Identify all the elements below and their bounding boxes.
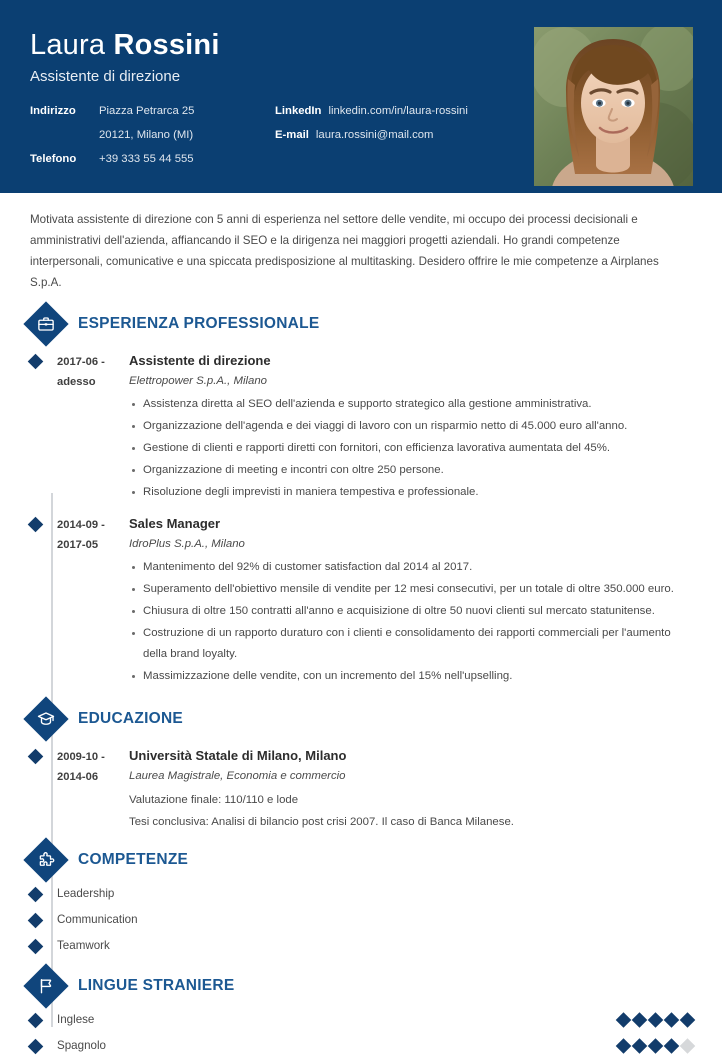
experience-entry [0,351,722,504]
summary-paragraph: Motivata assistente di direzione con 5 anni di esperienza nel settore delle vendite, mi occupo dei processi decisionali e amministrativi dell'azienda, affiancando il SEO e la dirigenza nei maggiori progetti aziendali. Ho grandi competenze interpersonali, comunicative e una spiccata predisposizione al multitasking. Desidero offrire le mie competenze a Airplanes S.p.A. [30,213,659,289]
list-item: Gestione di clienti e rapporti diretti con fornitori, con efficienza lavorativa aumentata del 45%. [129,438,692,459]
entry-role: Sales Manager [129,516,221,531]
education-entry [0,746,722,833]
section-icon-badge-languages [23,963,68,1008]
entry-date-to: adesso [57,376,96,388]
list-item: Superamento dell'obiettivo mensile di vendite per 12 mesi consecutivi, per un totale di oltre 350.000 euro. [129,579,692,600]
contact-value-phone: +39 333 55 44 555 [99,153,194,165]
list-item: Mantenimento del 92% di customer satisfaction dal 2014 al 2017. [129,557,692,578]
entry-date-to: 2017-05 [57,539,99,551]
contact-row-email[interactable] [275,128,468,143]
language-label: Spagnolo [57,1039,106,1052]
timeline-marker [28,1012,44,1028]
entry-date-to: 2014-06 [57,771,99,783]
section-icon-badge-skills [23,837,68,882]
entry-company: IdroPlus S.p.A., Milano [129,538,245,550]
contact-value-email[interactable]: laura.rossini@mail.com [315,129,434,141]
section-icon-badge-education [23,696,68,741]
rating-pip-empty [680,1038,696,1054]
rating-pip-filled [616,1012,632,1028]
section-title-education: EDUCAZIONE [78,710,183,727]
contact-row-city [30,128,275,143]
entry-detail-line: Valutazione finale: 110/110 e lode [129,794,299,806]
puzzle-icon [37,851,55,869]
skill-row [0,933,722,959]
language-row [0,1033,722,1059]
entry-company: Elettropower S.p.A., Milano [129,375,268,387]
section-title-skills: COMPETENZE [78,851,189,868]
contact-value-address: Piazza Petrarca 25 [99,105,195,117]
first-name: Laura [30,29,114,61]
entry-dates [57,514,129,688]
contact-row-phone [30,152,275,167]
contact-row-linkedin[interactable] [275,104,468,119]
entry-dates [57,746,129,833]
entry-institution: Università Statale di Milano, Milano [129,748,347,763]
entry-role: Assistente di direzione [129,353,271,368]
timeline-marker [28,354,44,370]
skill-label: Teamwork [57,939,110,952]
section-header-experience [0,307,722,341]
section-title-experience: ESPERIENZA PROFESSIONALE [78,315,320,332]
language-rating [618,1041,693,1052]
list-item: Costruzione di un rapporto duraturo con i clienti e consolidamento dei rapporti commerciali per l'aumento della brand loyalty. [129,623,692,665]
contact-label-city [30,128,92,143]
section-title-languages: LINGUE STRANIERE [78,977,235,994]
graduation-cap-icon [37,710,55,728]
entry-date-from: 2017-06 - [57,356,105,368]
skill-label: Communication [57,913,138,926]
contact-label-phone: Telefono [30,153,77,165]
briefcase-icon [37,315,55,333]
rating-pip-filled [648,1038,664,1054]
language-row [0,1007,722,1033]
resume-header [0,0,722,193]
section-header-education [0,702,722,736]
list-item: Organizzazione di meeting e incontri con oltre 250 persone. [129,460,692,481]
entry-dates [57,351,129,504]
timeline-marker [28,912,44,928]
section-languages [0,969,722,1059]
job-title: Assistente di direzione [30,68,181,85]
list-item: Chiusura di oltre 150 contratti all'anno e acquisizione di oltre 50 nuovi clienti sul mercato statunitense. [129,601,692,622]
rating-pip-filled [664,1012,680,1028]
rating-pip-filled [648,1012,664,1028]
timeline-marker [28,749,44,765]
list-item: Assistenza diretta al SEO dell'azienda e supporto strategico alla gestione amministrativa. [129,394,692,415]
section-header-languages [0,969,722,1003]
rating-pip-filled [616,1038,632,1054]
section-education [0,702,722,833]
list-item: Massimizzazione delle vendite, con un incremento del 15% nell'upselling. [129,666,692,687]
flag-icon [37,977,55,995]
section-experience [0,307,722,688]
contact-column-right [275,104,468,176]
skill-row [0,907,722,933]
entry-date-from: 2009-10 - [57,751,105,763]
timeline-marker [28,886,44,902]
skill-label: Leadership [57,887,115,900]
contact-label-email: E-mail [275,129,309,141]
contact-value-linkedin[interactable]: linkedin.com/in/laura-rossini [328,105,468,117]
contact-label-linkedin: LinkedIn [275,105,322,117]
rating-pip-filled [632,1038,648,1054]
section-icon-badge-experience [23,301,68,346]
list-item: Risoluzione degli imprevisti in maniera tempestiva e professionale. [129,482,692,503]
skill-row [0,881,722,907]
rating-pip-filled [680,1012,696,1028]
experience-entry [0,514,722,688]
contact-column-left [30,104,275,176]
avatar [534,27,693,186]
entry-date-from: 2014-09 - [57,519,105,531]
timeline-marker [28,517,44,533]
language-rating [618,1015,693,1026]
last-name: Rossini [113,29,220,61]
contact-label-address: Indirizzo [30,105,76,117]
list-item: Organizzazione dell'agenda e dei viaggi di lavoro con un risparmio netto di 45.000 euro all'anno. [129,416,692,437]
contact-value-city: 20121, Milano (MI) [99,129,194,141]
timeline-marker [28,938,44,954]
language-label: Inglese [57,1013,95,1026]
rating-pip-filled [664,1038,680,1054]
resume-body [0,193,722,1059]
entry-degree: Laurea Magistrale, Economia e commercio [129,770,346,782]
rating-pip-filled [632,1012,648,1028]
entry-detail-line: Tesi conclusiva: Analisi di bilancio post crisi 2007. Il caso di Banca Milanese. [129,816,514,828]
section-header-skills [0,843,722,877]
entry-bullet-list [129,394,692,503]
entry-bullet-list [129,557,692,687]
timeline-marker [28,1038,44,1054]
section-skills [0,843,722,959]
contact-row-address [30,104,275,119]
